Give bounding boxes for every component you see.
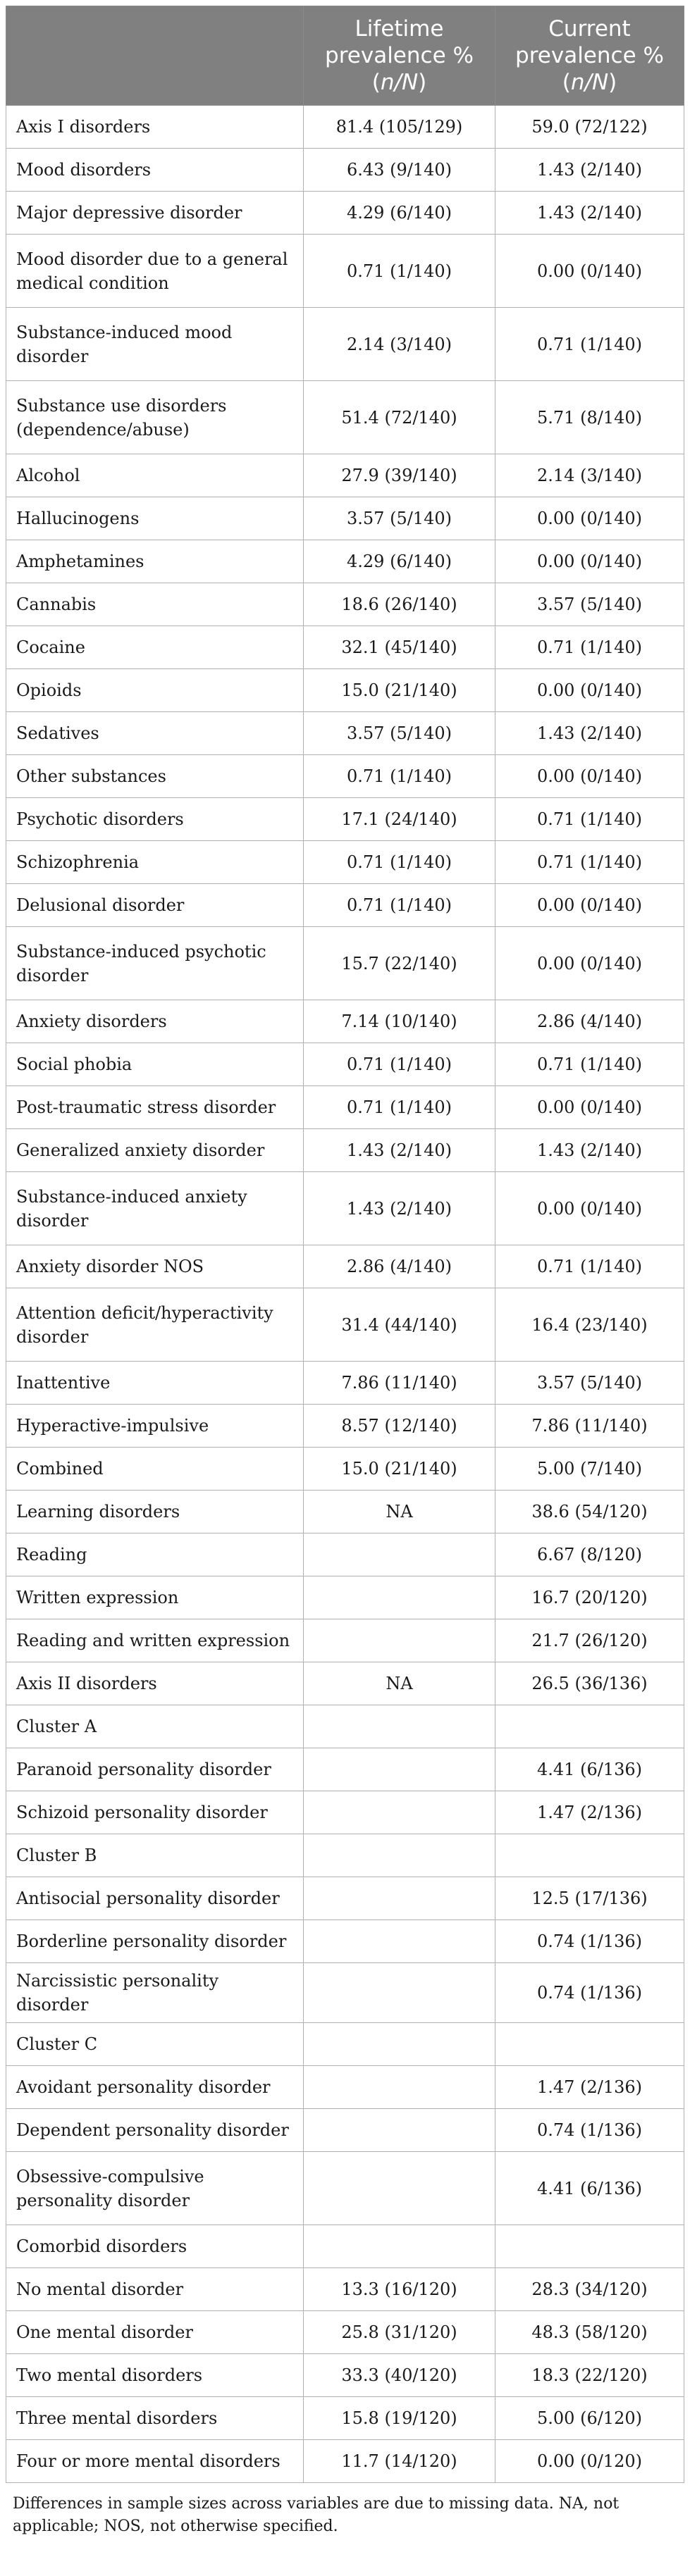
header-lifetime-nN-close: ) [418, 70, 427, 95]
row-label: Axis II disorders [6, 1662, 304, 1705]
lifetime-prevalence-cell: 13.3 (16/120) [304, 2268, 495, 2311]
table-body [6, 106, 684, 2483]
row-label: Anxiety disorder NOS [6, 1245, 304, 1288]
lifetime-prevalence-cell: 15.0 (21/140) [304, 669, 495, 712]
current-prevalence-cell: 4.41 (6/136) [495, 1748, 684, 1791]
row-label: Combined [6, 1448, 304, 1491]
table-row [6, 1748, 684, 1791]
row-label: Cluster B [6, 1834, 304, 1877]
table-row [6, 540, 684, 583]
current-prevalence-cell: 0.71 (1/140) [495, 798, 684, 841]
lifetime-prevalence-cell: NA [304, 1662, 495, 1705]
row-label: Substance-induced psychotic disorder [6, 927, 304, 1000]
lifetime-prevalence-cell: 27.9 (39/140) [304, 454, 495, 497]
table-row [6, 1043, 684, 1086]
current-prevalence-cell: 59.0 (72/122) [495, 106, 684, 149]
current-prevalence-cell: 48.3 (58/120) [495, 2311, 684, 2354]
row-label: Reading [6, 1533, 304, 1576]
row-label: Reading and written expression [6, 1619, 304, 1662]
current-prevalence-cell: 1.43 (2/140) [495, 1129, 684, 1172]
row-label: Cannabis [6, 583, 304, 626]
current-prevalence-cell: 18.3 (22/120) [495, 2354, 684, 2397]
table-row [6, 2440, 684, 2483]
table-row [6, 884, 684, 927]
row-label: Hallucinogens [6, 497, 304, 540]
current-prevalence-cell [495, 2225, 684, 2268]
lifetime-prevalence-cell: 31.4 (44/140) [304, 1288, 495, 1362]
current-prevalence-cell [495, 1834, 684, 1877]
table-row [6, 1791, 684, 1834]
table-row [6, 2023, 684, 2066]
row-label: Two mental disorders [6, 2354, 304, 2397]
header-current-line1: Current [548, 16, 631, 42]
lifetime-prevalence-cell: 15.8 (19/120) [304, 2397, 495, 2440]
current-prevalence-cell: 0.00 (0/140) [495, 235, 684, 308]
row-label: Anxiety disorders [6, 1000, 304, 1043]
table-row [6, 1619, 684, 1662]
current-prevalence-cell: 16.4 (23/140) [495, 1288, 684, 1362]
table-row [6, 1834, 684, 1877]
table-row [6, 1000, 684, 1043]
lifetime-prevalence-cell: 15.0 (21/140) [304, 1448, 495, 1491]
row-label: Inattentive [6, 1362, 304, 1405]
current-prevalence-cell: 1.47 (2/136) [495, 1791, 684, 1834]
lifetime-prevalence-cell: 32.1 (45/140) [304, 626, 495, 669]
header-lifetime-line1: Lifetime [355, 16, 444, 42]
lifetime-prevalence-cell: 0.71 (1/140) [304, 1086, 495, 1129]
row-label: Amphetamines [6, 540, 304, 583]
current-prevalence-cell: 0.00 (0/140) [495, 1172, 684, 1245]
table-row [6, 308, 684, 381]
header-lifetime-line2: prevalence % [325, 43, 474, 68]
current-prevalence-cell: 0.00 (0/140) [495, 927, 684, 1000]
current-prevalence-cell: 0.74 (1/136) [495, 1920, 684, 1963]
table-row [6, 2268, 684, 2311]
lifetime-prevalence-cell: 25.8 (31/120) [304, 2311, 495, 2354]
table-row [6, 2397, 684, 2440]
row-label: Delusional disorder [6, 884, 304, 927]
table-row [6, 1533, 684, 1576]
lifetime-prevalence-cell: 4.29 (6/140) [304, 540, 495, 583]
row-label: Cocaine [6, 626, 304, 669]
current-prevalence-cell: 0.74 (1/136) [495, 1963, 684, 2023]
lifetime-prevalence-cell [304, 1705, 495, 1748]
lifetime-prevalence-cell: 1.43 (2/140) [304, 1172, 495, 1245]
table-row [6, 712, 684, 755]
current-prevalence-cell: 2.86 (4/140) [495, 1000, 684, 1043]
table-row [6, 2311, 684, 2354]
prevalence-table [6, 6, 684, 2483]
header-lifetime [304, 6, 495, 106]
table-row [6, 235, 684, 308]
current-prevalence-cell: 0.71 (1/140) [495, 626, 684, 669]
row-label: Major depressive disorder [6, 192, 304, 235]
lifetime-prevalence-cell: NA [304, 1491, 495, 1533]
current-prevalence-cell: 0.00 (0/120) [495, 2440, 684, 2483]
table-row [6, 1877, 684, 1920]
row-label: Four or more mental disorders [6, 2440, 304, 2483]
row-label: Sedatives [6, 712, 304, 755]
current-prevalence-cell: 1.47 (2/136) [495, 2066, 684, 2109]
table-row [6, 381, 684, 454]
current-prevalence-cell: 38.6 (54/120) [495, 1491, 684, 1533]
lifetime-prevalence-cell: 51.4 (72/140) [304, 381, 495, 454]
table-row [6, 106, 684, 149]
lifetime-prevalence-cell [304, 1533, 495, 1576]
table-row [6, 927, 684, 1000]
current-prevalence-cell: 3.57 (5/140) [495, 1362, 684, 1405]
row-label: Alcohol [6, 454, 304, 497]
lifetime-prevalence-cell: 0.71 (1/140) [304, 1043, 495, 1086]
lifetime-prevalence-cell: 11.7 (14/120) [304, 2440, 495, 2483]
lifetime-prevalence-cell [304, 1920, 495, 1963]
table-row [6, 841, 684, 884]
current-prevalence-cell: 0.00 (0/140) [495, 497, 684, 540]
table-row [6, 1288, 684, 1362]
table-row [6, 1448, 684, 1491]
row-label: Paranoid personality disorder [6, 1748, 304, 1791]
row-label: Mood disorder due to a general medical condition [6, 235, 304, 308]
current-prevalence-cell: 3.57 (5/140) [495, 583, 684, 626]
table-row [6, 192, 684, 235]
lifetime-prevalence-cell: 18.6 (26/140) [304, 583, 495, 626]
lifetime-prevalence-cell: 33.3 (40/120) [304, 2354, 495, 2397]
table-row [6, 1705, 684, 1748]
table-row [6, 497, 684, 540]
current-prevalence-cell: 0.74 (1/136) [495, 2109, 684, 2152]
lifetime-prevalence-cell [304, 1963, 495, 2023]
row-label: Comorbid disorders [6, 2225, 304, 2268]
row-label: Obsessive-compulsive personality disorder [6, 2152, 304, 2225]
lifetime-prevalence-cell: 17.1 (24/140) [304, 798, 495, 841]
header-current-nN: n/N [570, 70, 609, 95]
current-prevalence-cell: 1.43 (2/140) [495, 712, 684, 755]
lifetime-prevalence-cell: 3.57 (5/140) [304, 497, 495, 540]
table-row [6, 454, 684, 497]
current-prevalence-cell: 0.00 (0/140) [495, 755, 684, 798]
row-label: Attention deficit/hyperactivity disorder [6, 1288, 304, 1362]
row-label: Axis I disorders [6, 106, 304, 149]
lifetime-prevalence-cell [304, 1748, 495, 1791]
header-current-line2: prevalence % [515, 43, 664, 68]
lifetime-prevalence-cell: 8.57 (12/140) [304, 1405, 495, 1448]
lifetime-prevalence-cell [304, 2152, 495, 2225]
current-prevalence-cell: 0.71 (1/140) [495, 841, 684, 884]
row-label: Cluster A [6, 1705, 304, 1748]
lifetime-prevalence-cell [304, 2023, 495, 2066]
header-current-nN-close: ) [608, 70, 617, 95]
table-row [6, 1086, 684, 1129]
row-label: No mental disorder [6, 2268, 304, 2311]
table-row [6, 2225, 684, 2268]
lifetime-prevalence-cell: 0.71 (1/140) [304, 884, 495, 927]
header-empty-cell [6, 6, 304, 106]
lifetime-prevalence-cell [304, 2109, 495, 2152]
prevalence-table-container [6, 6, 684, 2538]
current-prevalence-cell: 21.7 (26/120) [495, 1619, 684, 1662]
current-prevalence-cell: 1.43 (2/140) [495, 149, 684, 192]
header-lifetime-nN: n/N [380, 70, 419, 95]
lifetime-prevalence-cell: 6.43 (9/140) [304, 149, 495, 192]
row-label: Written expression [6, 1576, 304, 1619]
header-current [495, 6, 684, 106]
current-prevalence-cell: 0.71 (1/140) [495, 1043, 684, 1086]
current-prevalence-cell: 12.5 (17/136) [495, 1877, 684, 1920]
current-prevalence-cell: 5.00 (7/140) [495, 1448, 684, 1491]
current-prevalence-cell: 28.3 (34/120) [495, 2268, 684, 2311]
current-prevalence-cell: 0.00 (0/140) [495, 884, 684, 927]
lifetime-prevalence-cell: 81.4 (105/129) [304, 106, 495, 149]
row-label: Substance-induced mood disorder [6, 308, 304, 381]
lifetime-prevalence-cell: 3.57 (5/140) [304, 712, 495, 755]
lifetime-prevalence-cell: 7.86 (11/140) [304, 1362, 495, 1405]
lifetime-prevalence-cell: 0.71 (1/140) [304, 235, 495, 308]
row-label: Psychotic disorders [6, 798, 304, 841]
current-prevalence-cell: 1.43 (2/140) [495, 192, 684, 235]
lifetime-prevalence-cell [304, 1619, 495, 1662]
lifetime-prevalence-cell [304, 1791, 495, 1834]
current-prevalence-cell [495, 1705, 684, 1748]
lifetime-prevalence-cell [304, 2225, 495, 2268]
table-row [6, 755, 684, 798]
row-label: Substance use disorders (dependence/abuse) [6, 381, 304, 454]
table-row [6, 798, 684, 841]
table-row [6, 1245, 684, 1288]
table-row [6, 1405, 684, 1448]
row-label: Substance-induced anxiety disorder [6, 1172, 304, 1245]
table-row [6, 2066, 684, 2109]
row-label: Borderline personality disorder [6, 1920, 304, 1963]
row-label: Schizophrenia [6, 841, 304, 884]
row-label: Antisocial personality disorder [6, 1877, 304, 1920]
header-current-nN-open: ( [562, 70, 571, 95]
current-prevalence-cell: 6.67 (8/120) [495, 1533, 684, 1576]
current-prevalence-cell: 0.71 (1/140) [495, 308, 684, 381]
current-prevalence-cell: 4.41 (6/136) [495, 2152, 684, 2225]
row-label: Social phobia [6, 1043, 304, 1086]
lifetime-prevalence-cell [304, 1576, 495, 1619]
table-row [6, 626, 684, 669]
table-row [6, 2152, 684, 2225]
table-row [6, 1662, 684, 1705]
table-row [6, 1362, 684, 1405]
lifetime-prevalence-cell: 0.71 (1/140) [304, 755, 495, 798]
table-row [6, 1172, 684, 1245]
row-label: Learning disorders [6, 1491, 304, 1533]
table-row [6, 2354, 684, 2397]
current-prevalence-cell: 16.7 (20/120) [495, 1576, 684, 1619]
row-label: One mental disorder [6, 2311, 304, 2354]
table-row [6, 1491, 684, 1533]
row-label: Cluster C [6, 2023, 304, 2066]
table-header [6, 6, 684, 106]
row-label: Hyperactive-impulsive [6, 1405, 304, 1448]
lifetime-prevalence-cell: 7.14 (10/140) [304, 1000, 495, 1043]
row-label: Other substances [6, 755, 304, 798]
lifetime-prevalence-cell [304, 1877, 495, 1920]
table-footnote: Differences in sample sizes across variables are due to missing data. NA, not applicable; NOS, not otherwise specified. [13, 2495, 620, 2535]
current-prevalence-cell: 0.00 (0/140) [495, 540, 684, 583]
current-prevalence-cell: 7.86 (11/140) [495, 1405, 684, 1448]
current-prevalence-cell: 0.00 (0/140) [495, 1086, 684, 1129]
table-row [6, 1129, 684, 1172]
table-row [6, 2109, 684, 2152]
current-prevalence-cell: 0.71 (1/140) [495, 1245, 684, 1288]
row-label: Avoidant personality disorder [6, 2066, 304, 2109]
table-row [6, 149, 684, 192]
table-row [6, 1963, 684, 2023]
lifetime-prevalence-cell: 2.86 (4/140) [304, 1245, 495, 1288]
current-prevalence-cell: 2.14 (3/140) [495, 454, 684, 497]
row-label: Narcissistic personality disorder [6, 1963, 304, 2023]
current-prevalence-cell: 5.00 (6/120) [495, 2397, 684, 2440]
row-label: Post-traumatic stress disorder [6, 1086, 304, 1129]
row-label: Dependent personality disorder [6, 2109, 304, 2152]
lifetime-prevalence-cell: 1.43 (2/140) [304, 1129, 495, 1172]
table-row [6, 1920, 684, 1963]
row-label: Opioids [6, 669, 304, 712]
lifetime-prevalence-cell: 4.29 (6/140) [304, 192, 495, 235]
row-label: Mood disorders [6, 149, 304, 192]
current-prevalence-cell [495, 2023, 684, 2066]
lifetime-prevalence-cell: 15.7 (22/140) [304, 927, 495, 1000]
current-prevalence-cell: 0.00 (0/140) [495, 669, 684, 712]
header-lifetime-nN-open: ( [371, 70, 381, 95]
table-row [6, 583, 684, 626]
lifetime-prevalence-cell [304, 2066, 495, 2109]
table-row [6, 1576, 684, 1619]
lifetime-prevalence-cell: 0.71 (1/140) [304, 841, 495, 884]
lifetime-prevalence-cell: 2.14 (3/140) [304, 308, 495, 381]
row-label: Schizoid personality disorder [6, 1791, 304, 1834]
table-row [6, 669, 684, 712]
row-label: Generalized anxiety disorder [6, 1129, 304, 1172]
lifetime-prevalence-cell [304, 1834, 495, 1877]
row-label: Three mental disorders [6, 2397, 304, 2440]
current-prevalence-cell: 5.71 (8/140) [495, 381, 684, 454]
current-prevalence-cell: 26.5 (36/136) [495, 1662, 684, 1705]
